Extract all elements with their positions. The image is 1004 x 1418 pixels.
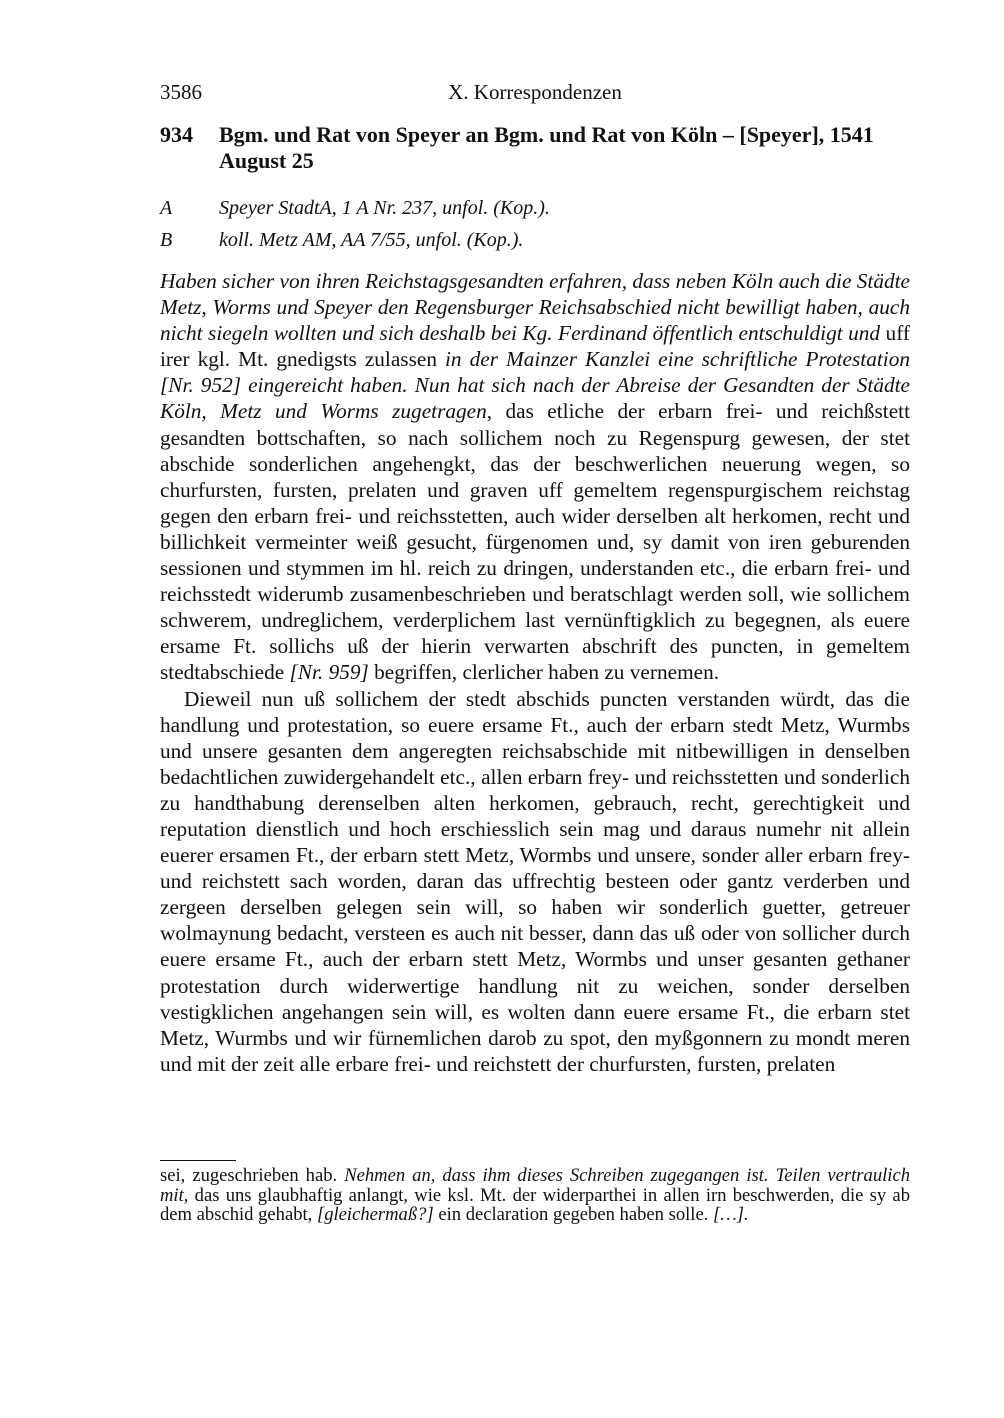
document-title: Bgm. und Rat von Speyer an Bgm. und Rat von Köln – [Speyer], 1541 August 25 bbox=[219, 122, 874, 173]
document-heading bbox=[160, 122, 910, 174]
editorial-summary: in der Mainzer Kanzlei eine schriftliche Protestation [Nr. 952] eingereicht haben. Nun hat sich nach der Abreise der Gesandten der Städte Köln, Metz und Worms zugetragen bbox=[160, 347, 910, 424]
quoted-text: , das uns glaubhaftig anlangt, wie ksl. Mt. der widerparthei in allen irn beschwerden, die sy ab dem abschid gehabt, bbox=[160, 1184, 910, 1226]
quoted-text: ein declaration gegeben haben solle. bbox=[433, 1204, 713, 1226]
source-row bbox=[160, 226, 910, 258]
running-head bbox=[160, 80, 910, 108]
quoted-text: begriffen, clerlicher haben zu vernemen. bbox=[368, 660, 720, 685]
quoted-text: sei, zugeschrieben hab. bbox=[160, 1165, 345, 1186]
section-title: X. Korrespondenzen bbox=[448, 80, 622, 104]
editorial-conjecture: [gleichermaß?] bbox=[316, 1204, 434, 1226]
quoted-text: , das etliche der erbarn frei- und reichßstett gesandten bottschaften, so nach sollichem noch zu Regenspurg gewesen, der stet abschide sonderlichen angehengkt, das der beschwerlichen neuerung wegen, so churfursten, fursten, prelaten und graven uff gemeltem regenspurgischem reichstag gegen den erbarn frei- und reichsstetten, auch wider derselben alt herkomen, recht und billichkeit vermeinter weiß gesucht, fürgenomen und, sy damit von iren geburenden sessionen und stymmen im hl. reich zu dringen, understanden etc., die erbarn frei- und reichsstedt widerumb zusamenbeschrieben und beratschlagt werden soll, wie sollichem schwerem, undreglichem, verderplichem last vernünftigklich zu begegnen, als euere ersame Ft. sollichs uß der hierin verwarten abschrift des puncten, in gemeltem stedtabschiede bbox=[160, 399, 910, 685]
omission-mark: […]. bbox=[713, 1204, 749, 1226]
source-reference: koll. Metz AM, AA 7/55, unfol. (Kop.). bbox=[219, 229, 524, 251]
quoted-text: uff irer kgl. Mt. gnedigsts zulassen bbox=[160, 321, 910, 372]
editorial-summary: Haben sicher von ihren Reichstagsgesandten erfahren, dass neben Köln auch die Städte Metz, Worms und Speyer den Regensburger Reichsabschied nicht bewilligt haben, auch nicht siegeln wollten und sich deshalb bei Kg. Ferdinand öffentlich entschuldigt und bbox=[160, 269, 910, 346]
main-text bbox=[160, 268, 910, 1077]
paragraph-2: Dieweil nun uß sollichem der stedt abschids puncten verstanden würdt, das die handlung und protestation, so euere ersame Ft., auch der erbarn stedt Metz, Wurmbs und unsere gesanten dem angeregten reichsabschide mit nitbewilligen in denselben bedachtlichen zuwidergehandelt etc., allen erbarn frey- und reichsstetten und sonderlich zu handthabung derenselben alten herkomen, gebrauch, recht, gerechtigkeit und reputation dienstlich und hoch erschiesslich sein mag und daraus numehr nit allein euerer ersamen Ft., der erbarn stett Metz, Wormbs und unsere, sonder aller erbarn frey- und reichstett sach worden, daran das uffrechtig besteen oder gantz verderben und zergeen derselben gelegen sein will, so haben wir sonderlich guetter, getreuer wolmaynung bedacht, versteen es auch nit besser, dann das uß oder von sollicher durch euere ersame Ft., auch der erbarn stett Metz, Wormbs und unser gesanten gethaner protestation durch widerwertige handlung nit zu weichen, sonder derselben vestigklichen angehangen sein will, es wolten dann euere ersame Ft., die erbarn stet Metz, Wurmbs und wir fürnemlichen darob zu spot, den myßgonnern zu mondt meren und mit der zeit alle erbare frei- und reichstett der churfursten, fursten, prelaten bbox=[160, 686, 910, 1076]
footnote bbox=[160, 1166, 910, 1225]
document-number: 934 bbox=[160, 122, 193, 147]
page-number: 3586 bbox=[160, 80, 202, 104]
source-reference: Speyer StadtA, 1 A Nr. 237, unfol. (Kop.). bbox=[219, 197, 550, 219]
source-siglum: B bbox=[160, 229, 173, 251]
cross-reference: [Nr. 959] bbox=[289, 660, 369, 685]
paragraph-1 bbox=[160, 268, 910, 686]
source-list bbox=[160, 194, 910, 258]
source-row bbox=[160, 194, 910, 226]
editorial-summary: Nehmen an, dass ihm dieses Schreiben zugegangen ist. Teilen vertraulich mit bbox=[160, 1165, 911, 1206]
source-siglum: A bbox=[160, 197, 173, 219]
footnote-rule bbox=[160, 1160, 236, 1161]
